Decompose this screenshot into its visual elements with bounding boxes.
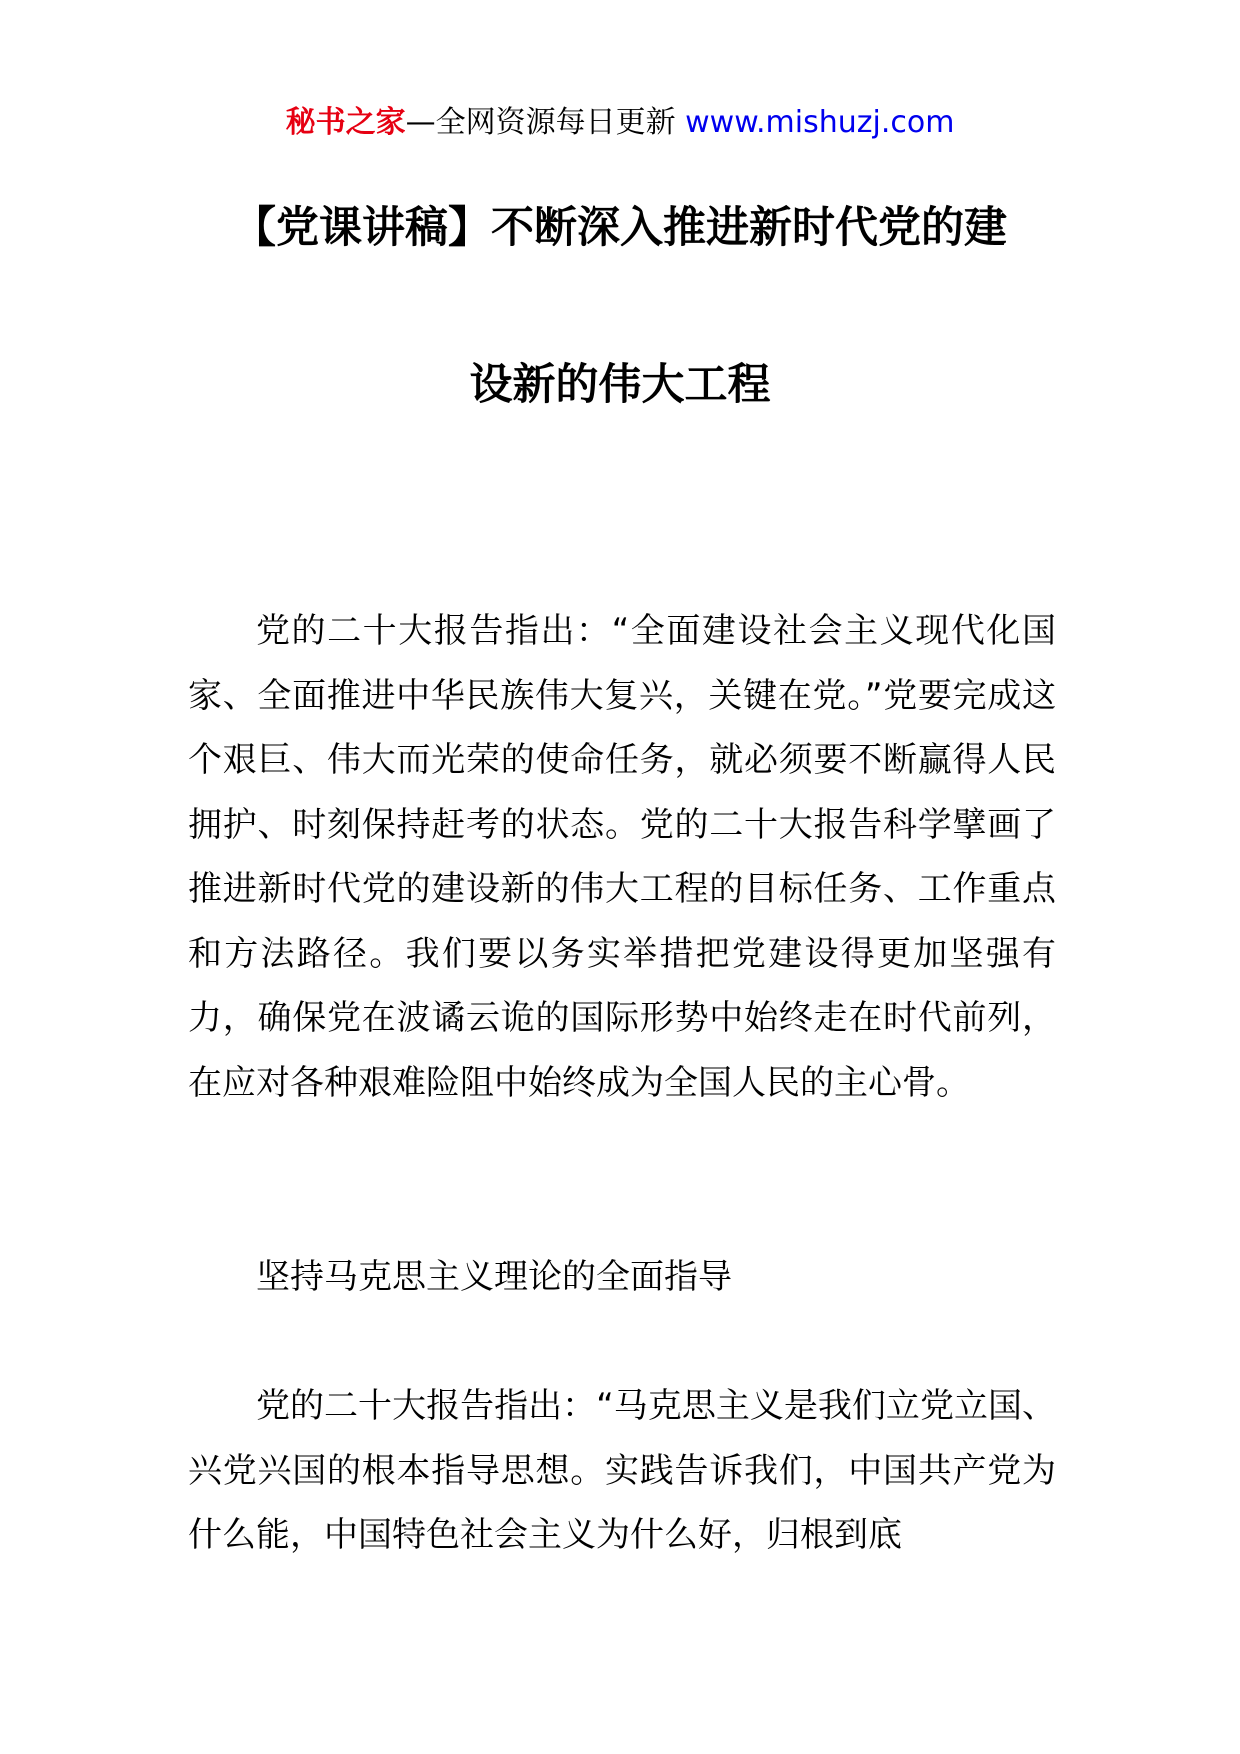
document-title-line-2: 设新的伟大工程 xyxy=(469,360,771,410)
body-paragraph-1: 党的二十大报告指出：“全面建设社会主义现代化国家、全面推进中华民族伟大复兴，关键在党。”党要完成这个艰巨、伟大而光荣的使命任务，就必须要不断赢得人民拥护、时刻保持赶考的状态。党的二十大报告科学擘画了推进新时代党的建设新的伟大工程的目标任务、工作重点和方法路径。我们要以务实举措把党建设得更加坚强有力，确保党在波谲云诡的国际形势中始终走在时代前列，在应对各种艰难险阻中始终成为全国人民的主心骨。 xyxy=(188,611,1056,1103)
document-title-line-1: 【党课讲稿】不断深入推进新时代党的建 xyxy=(233,203,1007,253)
section-heading: 坚持马克思主义理论的全面指导 xyxy=(256,1257,732,1297)
body-paragraph-2: 党的二十大报告指出：“马克思主义是我们立党立国、兴党兴国的根本指导思想。实践告诉我们，中国共产党为什么能，中国特色社会主义为什么好，归根到底 xyxy=(188,1386,1056,1555)
site-brand: 秘书之家 xyxy=(285,105,406,140)
site-tagline: —全网资源每日更新 xyxy=(405,105,676,140)
site-header xyxy=(0,98,1240,148)
site-url-link[interactable]: www.mishuzj.com xyxy=(685,105,955,140)
